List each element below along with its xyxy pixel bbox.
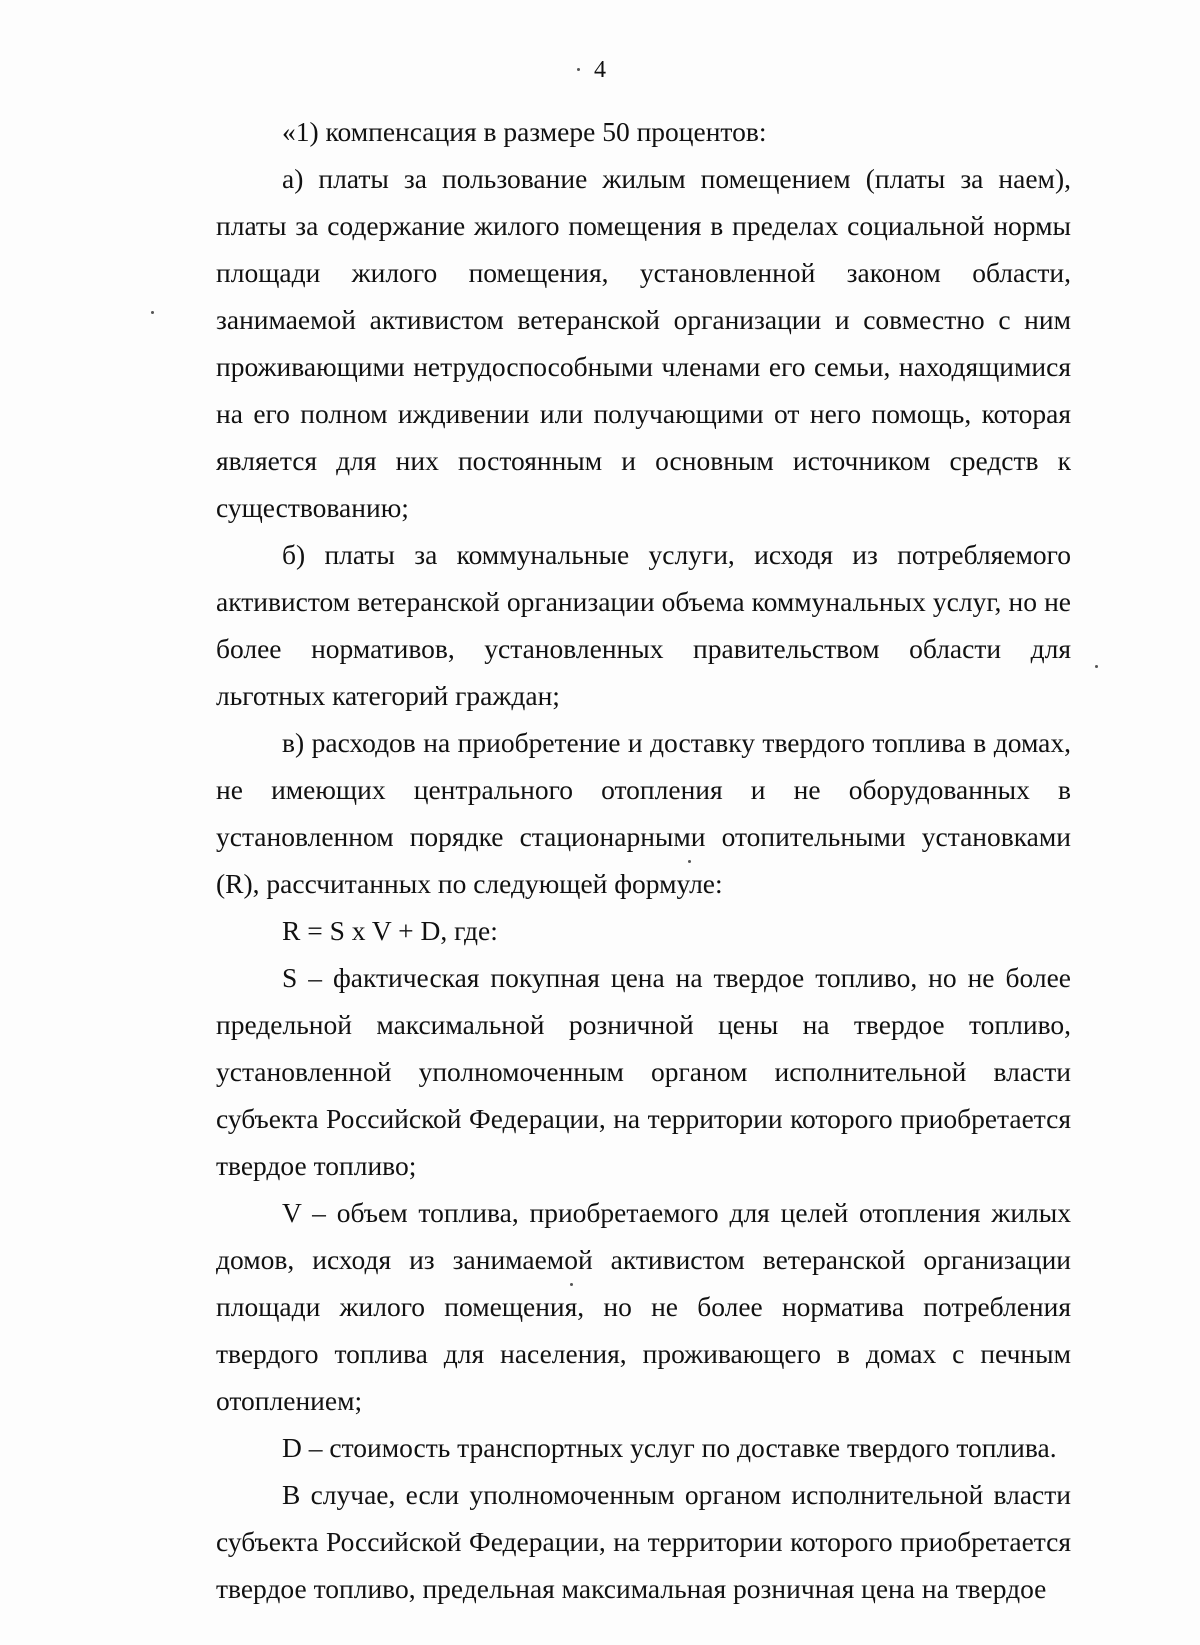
paragraph-case: В случае, если уполномоченным органом исполнительной власти субъекта Российской Федерации, на территории которого приобретается твердое топливо, предельная максимальная розничная цена на твердое	[216, 1479, 1071, 1604]
paragraph-item-a: а) платы за пользование жилым помещением (платы за наем), платы за содержание жилого помещения в пределах социальной нормы площади жилого помещения, установленной законом области, занимаемой активистом ветеранской организации и совместно с ним проживающими нетрудоспособными членами его семьи, находящимися на его полном иждивении или получающими от него помощь, которая является для них постоянным и основным источником средств к существованию;	[216, 163, 1071, 523]
paragraph-compensation-heading: «1) компенсация в размере 50 процентов:	[282, 116, 767, 147]
paragraph-definition-s: S – фактическая покупная цена на твердое топливо, но не более предельной максимальной розничной цены на твердое топливо, установленной уполномоченным органом исполнительной власти субъекта Российской Федерации, на территории которого приобретается твердое топливо;	[216, 962, 1071, 1181]
scan-speck	[688, 860, 691, 863]
scan-speck	[577, 68, 580, 71]
scan-speck	[151, 311, 154, 314]
paragraph-item-v: в) расходов на приобретение и доставку твердого топлива в домах, не имеющих центрального отопления и не оборудованных в установленном порядке стационарными отопительными установками (R), рассчитанных по следующей формуле:	[216, 727, 1071, 899]
scan-speck	[1095, 665, 1098, 668]
page-number: 4	[594, 57, 606, 83]
paragraph-item-b: б) платы за коммунальные услуги, исходя из потребляемого активистом ветеранской организации объема коммунальных услуг, но не более нормативов, установленных правительством области для льготных категорий граждан;	[216, 539, 1071, 711]
paragraph-definition-v: V – объем топлива, приобретаемого для целей отопления жилых домов, исходя из занимаемой активистом ветеранской организации площади жилого помещения, но не более норматива потребления твердого топлива для населения, проживающего в домах с печным отоплением;	[216, 1197, 1071, 1416]
paragraph-definition-d: D – стоимость транспортных услуг по доставке твердого топлива.	[282, 1432, 1057, 1463]
document-body	[216, 108, 1071, 1612]
paragraph-formula: R = S x V + D, где:	[282, 915, 498, 946]
scan-speck	[570, 1283, 573, 1286]
